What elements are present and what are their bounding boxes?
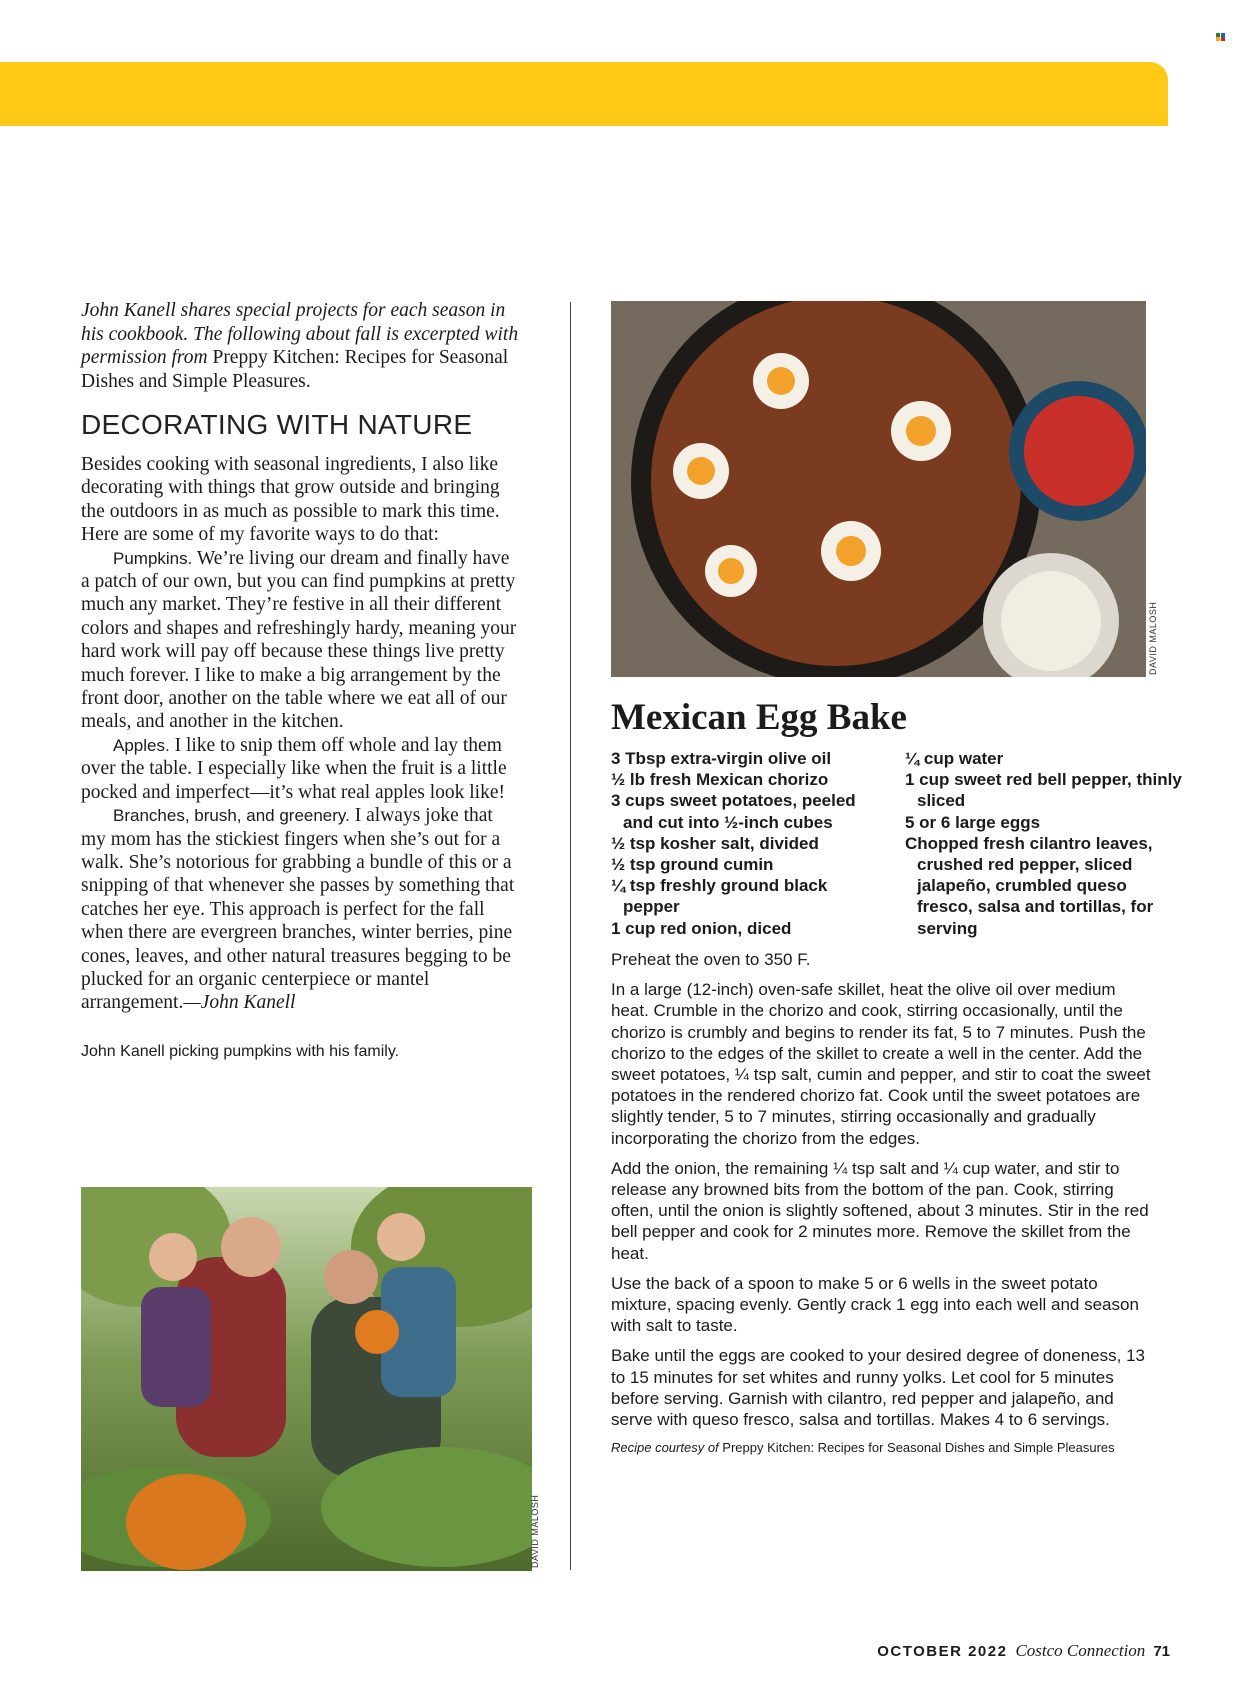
apples-paragraph xyxy=(81,734,521,804)
apples-text: I like to snip them off whole and lay them over the table. I especially like when the fruit is a little pocked and imperfect—it’s what real apples look like! xyxy=(81,734,507,803)
courtesy-source: Preppy Kitchen: Recipes for Seasonal Dishes and Simple Pleasures xyxy=(718,1440,1115,1456)
ingredient: 5 or 6 large eggs xyxy=(905,812,1041,832)
recipe-steps xyxy=(611,949,1151,1456)
egg-bake-photo xyxy=(611,301,1146,677)
ingredient: 3 cups sweet potatoes, peeled and cut into ½-inch cubes xyxy=(611,791,856,832)
apples-lead: Apples. xyxy=(113,735,170,755)
recipe-step: In a large (12-inch) oven-safe skillet, heat the olive oil over medium heat. Crumble in the chorizo and cook, stirring occasionally, until the chorizo is crumbly and begins to render its fat, 5 to 7 minutes. Push the chorizo to the edges of the skillet to create a well in the center. Add the sweet potatoes, ¼ tsp salt, cumin and pepper, and stir to coat the sweet potatoes in the rendered chorizo fat. Cook until the sweet potatoes are slightly tender, 5 to 7 minutes, stirring occasionally and gradually incorporating the chorizo from the edges. xyxy=(611,980,1151,1148)
magazine-name: Costco Connection xyxy=(1015,1641,1146,1660)
opening-paragraph: Besides cooking with seasonal ingredients, I also like decorating with things that grow outside and bringing the outdoors in as much as possible to mark this time. Here are some of my favorite ways to do that: xyxy=(81,454,500,546)
issue-date: OCTOBER 2022 xyxy=(877,1643,1008,1660)
recipe-title: Mexican Egg Bake xyxy=(611,697,907,738)
intro-book-title: Preppy Kitchen: Recipes for Seasonal Dishes and Simple Pleasures. xyxy=(81,347,509,392)
author-signature: —John Kanell xyxy=(183,992,296,1014)
recipe-step: Bake until the eggs are cooked to your desired degree of doneness, 13 to 15 minutes for set whites and runny yolks. Let cool for 5 minutes before serving. Garnish with cilantro, red pepper and jalapeño, and serve with queso fresco, salsa and tortillas. Makes 4 to 6 servings. xyxy=(611,1346,1145,1430)
ingredient: ½ tsp ground cumin xyxy=(611,855,774,875)
color-registration-mark xyxy=(1216,33,1226,41)
recipe-step: Preheat the oven to 350 F. xyxy=(611,950,811,969)
recipe-step: Use the back of a spoon to make 5 or 6 wells in the sweet potato mixture, spacing evenly. Gently crack 1 egg into each well and season with salt to taste. xyxy=(611,1273,1139,1336)
recipe-courtesy xyxy=(611,1439,1151,1456)
header-banner xyxy=(0,62,1168,126)
ingredient: 1 cup sweet red bell pepper, thinly sliced xyxy=(905,770,1182,811)
ingredient: 1 cup red onion, diced xyxy=(611,918,792,938)
section-heading: DECORATING WITH NATURE xyxy=(81,409,473,440)
ingredient: Chopped fresh cilantro leaves, crushed red pepper, sliced jalapeño, crumbled queso fresco, salsa and tortillas, for serving xyxy=(905,833,1154,938)
ingredient: 3 Tbsp extra-virgin olive oil xyxy=(611,749,832,768)
recipe-photo-credit: DAVID MALOSH xyxy=(1148,601,1158,675)
branches-text: I always joke that my mom has the stickiest fingers when she’s out for a walk. She’s notorious for grabbing a bundle of this or a snipping of that whenever she passes by something that catches her eye. This approach is perfect for the fall when there are evergreen branches, winter berries, pine cones, leaves, and other natural treasures begging to be plucked for an organic centerpiece or mantel arrangement. xyxy=(81,805,515,1014)
family-pumpkin-photo xyxy=(81,1187,532,1571)
ingredients-column-2 xyxy=(905,748,1185,939)
branches-paragraph xyxy=(81,804,521,1015)
page-footer xyxy=(877,1641,1170,1661)
article-column xyxy=(81,299,521,1072)
intro-italic: John Kanell shares special projects for each season in his cookbook. The following about fall is excerpted with permission from xyxy=(81,300,519,368)
article-intro xyxy=(81,299,521,393)
courtesy-prefix: Recipe courtesy of xyxy=(611,1440,719,1456)
recipe-step: Add the onion, the remaining ¼ tsp salt and ¼ cup water, and stir to release any browned bits from the bottom of the pan. Cook, stirring often, until the onion is slightly softened, about 3 minutes. Stir in the red bell pepper and cook for 2 minutes more. Remove the skillet from the heat. xyxy=(611,1158,1149,1263)
pumpkins-paragraph xyxy=(81,547,521,734)
ingredient: ½ lb fresh Mexican chorizo xyxy=(611,770,829,790)
page-number: 71 xyxy=(1153,1643,1170,1660)
column-divider xyxy=(570,302,571,1570)
ingredient: ¼ tsp freshly ground black pepper xyxy=(611,876,828,917)
family-photo-credit: DAVID MALOSH xyxy=(530,1494,540,1568)
pumpkins-lead: Pumpkins. xyxy=(113,548,193,568)
pumpkins-text: We’re living our dream and finally have a patch of our own, but you can find pumpkins at pretty much any market. They’re festive in all their different colors and shapes and refreshingly hardy, meaning your hard work will pay off because these things live pretty much forever. I like to make a big arrangement by the front door, another on the table where we eat all of our meals, and another in the kitchen. xyxy=(81,547,517,733)
ingredients-column-1 xyxy=(611,748,881,939)
ingredient: ½ tsp kosher salt, divided xyxy=(611,833,819,853)
branches-lead: Branches, brush, and greenery. xyxy=(113,806,350,826)
ingredient: ¼ cup water xyxy=(905,749,1004,768)
photo-caption: John Kanell picking pumpkins with his family. xyxy=(81,1042,400,1060)
